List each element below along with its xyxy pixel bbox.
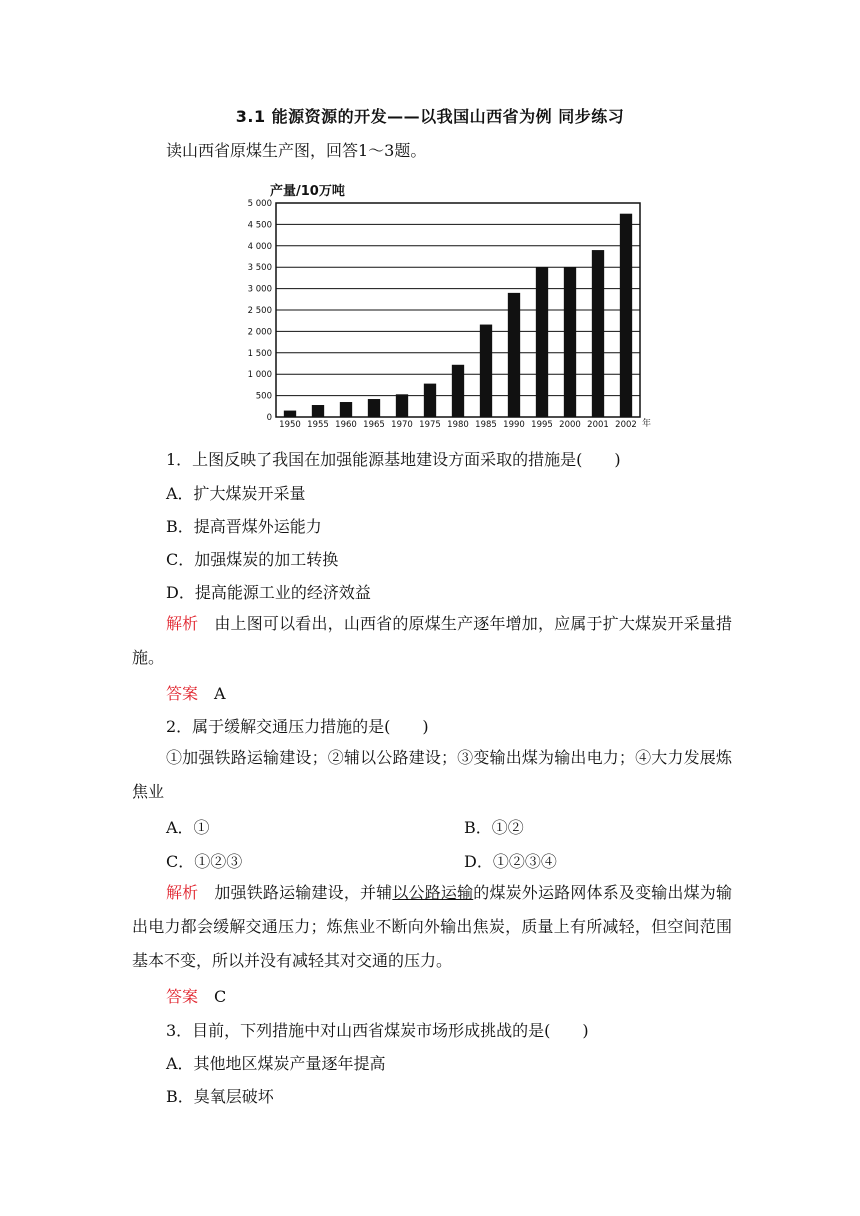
chart-x-tick-label: 2000	[559, 420, 581, 430]
q3-stem: 3．目前，下列措施中对山西省煤炭市场形成挑战的是( )	[166, 1021, 589, 1040]
q1-answer-label: 答案	[166, 684, 199, 703]
chart-bar-2001	[592, 250, 604, 417]
chart-x-tick-label: 1990	[503, 420, 525, 430]
chart-y-tick-label: 2 500	[247, 306, 272, 316]
chart-bar-1955	[312, 405, 324, 417]
q1-stem: 1．上图反映了我国在加强能源基地建设方面采取的措施是( )	[166, 450, 621, 469]
q2-analysis-text-b: 的煤炭外运路网体系及变输出煤为输出电力都会缓解交通压力；炼焦业不断向外输出焦炭，质量上有所减轻，但空间范围基本不变，所以并没有减轻其对交通的压力。	[132, 883, 732, 970]
chart-x-tick-label: 2001	[587, 420, 609, 430]
chart-bar-1980	[452, 365, 464, 417]
q2-analysis-text-a: 加强铁路运输建设，并辅	[214, 883, 393, 902]
q1-option-d: D．提高能源工业的经济效益	[166, 583, 371, 602]
chart-bar-1990	[508, 293, 520, 417]
chart-x-tick-label: 1995	[531, 420, 553, 430]
chart-bar-1950	[284, 411, 296, 417]
q1-answer-value: A	[214, 684, 226, 703]
intro-text: 读山西省原煤生产图，回答1～3题。	[166, 141, 427, 160]
chart-x-tick-label: 1980	[447, 420, 469, 430]
q1-analysis-label: 解析	[166, 614, 199, 633]
q2-analysis-underline: 以公路运输	[392, 883, 474, 902]
chart-y-tick-label: 0	[266, 413, 272, 423]
q2-answer-label: 答案	[166, 987, 199, 1006]
q1-option-a: A．扩大煤炭开采量	[166, 484, 306, 503]
q2-analysis	[132, 876, 732, 978]
chart-x-tick-label: 1965	[363, 420, 385, 430]
q1-analysis-text: 由上图可以看出，山西省的原煤生产逐年增加，应属于扩大煤炭开采量措施。	[132, 614, 732, 667]
chart-bar-1985	[480, 325, 492, 417]
q3-option-a: A．其他地区煤炭产量逐年提高	[166, 1054, 386, 1073]
chart-x-unit: 年	[642, 419, 652, 429]
chart-x-tick-label: 1955	[307, 420, 329, 430]
chart-x-ticks	[279, 420, 637, 430]
chart-x-tick-label: 2002	[615, 420, 637, 430]
q2-answer-value: C	[214, 987, 227, 1006]
q2-analysis-label: 解析	[166, 883, 199, 902]
chart-y-tick-label: 3 500	[247, 263, 272, 274]
chart-ylabel: 产量/10万吨	[270, 184, 345, 199]
chart-y-tick-label: 1 000	[247, 370, 272, 381]
q2-stem: 2．属于缓解交通压力措施的是( )	[166, 717, 429, 736]
chart-bar-1970	[396, 394, 408, 417]
q1-option-c: C．加强煤炭的加工转换	[166, 550, 339, 569]
chart-y-tick-label: 3 000	[247, 284, 272, 295]
q2-option-d: D．①②③④	[464, 852, 557, 871]
chart-x-tick-label: 1975	[419, 420, 441, 430]
chart-x-tick-label: 1985	[475, 420, 497, 430]
chart-x-tick-label: 1960	[335, 420, 357, 430]
q2-option-c: C．①②③	[166, 852, 243, 871]
chart-bar-2000	[564, 267, 576, 417]
q2-items: ①加强铁路运输建设；②辅以公路建设；③变输出煤为输出电力；④大力发展炼焦业	[132, 748, 732, 801]
chart-bar-1975	[424, 384, 436, 417]
page-title: 3.1 能源资源的开发——以我国山西省为例 同步练习	[235, 107, 625, 126]
q2-answer	[166, 987, 226, 1007]
chart-x-tick-label: 1950	[279, 420, 301, 430]
q1-option-b: B．提高晋煤外运能力	[166, 517, 322, 536]
coal-production-chart	[240, 178, 660, 438]
chart-y-tick-label: 4 000	[247, 241, 272, 252]
q2-option-b: B．①②	[464, 818, 524, 837]
chart-bar-1965	[368, 399, 380, 417]
chart-y-tick-label: 2 000	[247, 327, 272, 338]
q2-option-a: A．①	[166, 818, 210, 837]
chart-y-tick-label: 4 500	[247, 220, 272, 231]
chart-bar-2002	[620, 214, 632, 417]
chart-y-tick-label: 1 500	[247, 348, 272, 359]
chart-bar-1995	[536, 267, 548, 417]
chart-bar-1960	[340, 402, 352, 417]
q1-answer	[166, 684, 226, 704]
chart-y-tick-label: 5 000	[247, 199, 272, 209]
chart-y-tick-label: 500	[255, 391, 272, 402]
chart-x-tick-label: 1970	[391, 420, 413, 430]
q3-option-b: B．臭氧层破坏	[166, 1087, 274, 1106]
q1-analysis	[132, 607, 732, 675]
chart-bars	[284, 214, 632, 417]
chart-y-ticks	[248, 199, 272, 423]
